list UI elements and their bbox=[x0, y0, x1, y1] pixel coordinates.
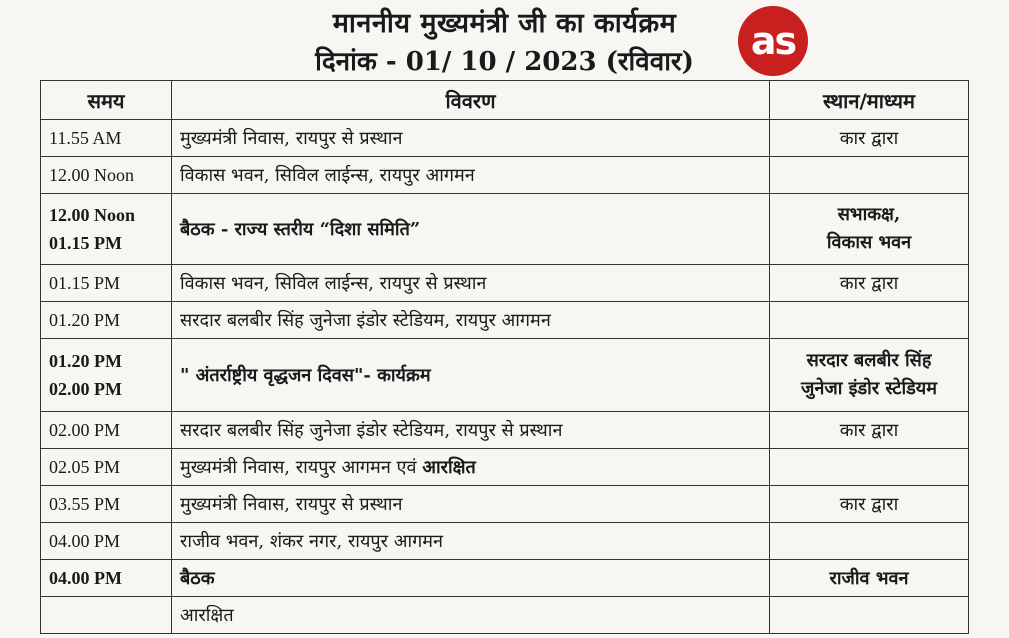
time-value: 04.00 PM bbox=[49, 567, 122, 588]
time-cell bbox=[41, 486, 172, 523]
table-row bbox=[41, 486, 969, 523]
table-row bbox=[41, 523, 969, 560]
description-cell: मुख्यमंत्री निवास, रायपुर से प्रस्थान bbox=[172, 486, 770, 523]
description-cell: विकास भवन, सिविल लाईन्स, रायपुर से प्रस्थान bbox=[172, 265, 770, 302]
description-cell: सरदार बलबीर सिंह जुनेजा इंडोर स्टेडियम, रायपुर आगमन bbox=[172, 302, 770, 339]
description-cell: सरदार बलबीर सिंह जुनेजा इंडोर स्टेडियम, रायपुर से प्रस्थान bbox=[172, 412, 770, 449]
time-value: 01.15 PM bbox=[49, 272, 121, 293]
place-cell bbox=[770, 523, 969, 560]
description-cell bbox=[172, 449, 770, 486]
time-cell bbox=[41, 265, 172, 302]
place-value: राजीव भवन bbox=[829, 568, 909, 589]
description-cell: बैठक - राज्य स्तरीय “दिशा समिति” bbox=[172, 194, 770, 265]
table-row bbox=[41, 449, 969, 486]
time-end: 02.00 PM bbox=[49, 379, 122, 399]
time-value: 02.05 PM bbox=[49, 456, 121, 477]
description-cell: बैठक bbox=[172, 560, 770, 597]
place-cell bbox=[770, 486, 969, 523]
header-time: समय bbox=[41, 81, 172, 120]
table-row bbox=[41, 194, 969, 265]
place-line-1: सरदार बलबीर सिंह bbox=[806, 350, 932, 371]
time-start: 01.20 PM bbox=[49, 351, 122, 371]
time-value: 02.00 PM bbox=[49, 419, 121, 440]
place-value: कार द्वारा bbox=[839, 128, 899, 149]
time-value: 12.00 Noon bbox=[49, 164, 134, 185]
header-description: विवरण bbox=[172, 81, 770, 120]
document-title: माननीय मुख्यमंत्री जी का कार्यक्रम bbox=[332, 8, 677, 39]
table-row bbox=[41, 339, 969, 412]
table-row bbox=[41, 560, 969, 597]
time-cell bbox=[41, 339, 172, 412]
schedule-table bbox=[40, 80, 969, 634]
time-start: 12.00 Noon bbox=[49, 205, 136, 225]
time-cell bbox=[41, 194, 172, 265]
place-cell bbox=[770, 265, 969, 302]
agency-logo: as bbox=[738, 6, 808, 76]
place-cell bbox=[770, 412, 969, 449]
place-line-2: जुनेजा इंडोर स्टेडियम bbox=[801, 378, 937, 399]
time-value: 01.20 PM bbox=[49, 309, 121, 330]
time-cell bbox=[41, 157, 172, 194]
description-cell: मुख्यमंत्री निवास, रायपुर से प्रस्थान bbox=[172, 120, 770, 157]
place-cell bbox=[770, 597, 969, 634]
table-row bbox=[41, 597, 969, 634]
header-place: स्थान/माध्यम bbox=[770, 81, 969, 120]
time-cell bbox=[41, 302, 172, 339]
document-header bbox=[0, 6, 1009, 80]
table-header-row bbox=[41, 81, 969, 120]
document-date: दिनांक - 01/ 10 / 2023 (रविवार) bbox=[315, 47, 694, 77]
time-value: 04.00 PM bbox=[49, 530, 121, 551]
time-cell bbox=[41, 523, 172, 560]
time-value: 11.55 AM bbox=[49, 127, 122, 148]
time-cell bbox=[41, 412, 172, 449]
reserved-label: आरक्षित bbox=[422, 457, 476, 478]
place-cell bbox=[770, 339, 969, 412]
time-cell bbox=[41, 120, 172, 157]
place-cell bbox=[770, 157, 969, 194]
time-end: 01.15 PM bbox=[49, 233, 122, 253]
table-row bbox=[41, 157, 969, 194]
time-cell bbox=[41, 449, 172, 486]
place-cell bbox=[770, 560, 969, 597]
description-cell: विकास भवन, सिविल लाईन्स, रायपुर आगमन bbox=[172, 157, 770, 194]
place-line-1: सभाकक्ष, bbox=[837, 204, 901, 225]
place-value: कार द्वारा bbox=[839, 273, 899, 294]
time-value: 03.55 PM bbox=[49, 493, 121, 514]
description-cell: आरक्षित bbox=[172, 597, 770, 634]
description-text: मुख्यमंत्री निवास, रायपुर आगमन एवं bbox=[180, 457, 423, 478]
table-row bbox=[41, 120, 969, 157]
place-cell bbox=[770, 120, 969, 157]
table-row bbox=[41, 412, 969, 449]
time-cell bbox=[41, 560, 172, 597]
place-cell bbox=[770, 449, 969, 486]
place-line-2: विकास भवन bbox=[826, 232, 912, 253]
place-value: कार द्वारा bbox=[839, 494, 899, 515]
table-row bbox=[41, 302, 969, 339]
place-value: कार द्वारा bbox=[839, 420, 899, 441]
time-cell bbox=[41, 597, 172, 634]
table-row bbox=[41, 265, 969, 302]
description-cell: राजीव भवन, शंकर नगर, रायपुर आगमन bbox=[172, 523, 770, 560]
description-cell: " अंतर्राष्ट्रीय वृद्धजन दिवस"- कार्यक्रम bbox=[172, 339, 770, 412]
place-cell bbox=[770, 194, 969, 265]
place-cell bbox=[770, 302, 969, 339]
